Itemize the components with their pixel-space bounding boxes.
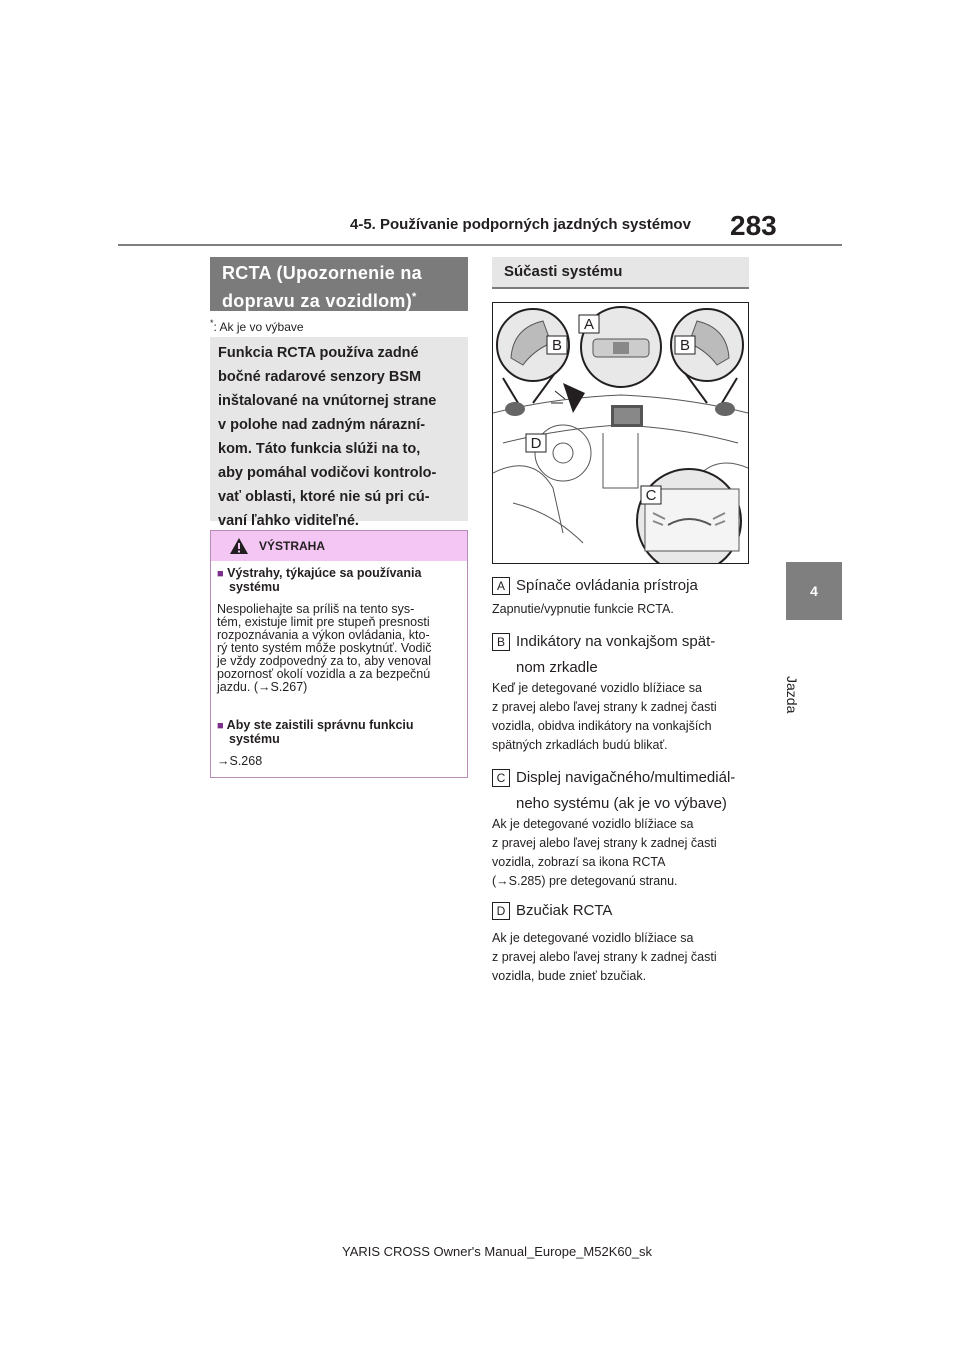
component-b-title: B Indikátory na vonkajšom spät- nom zrkadle <box>492 629 715 681</box>
warning-header <box>211 531 467 561</box>
figure-label-b-left: B <box>551 337 563 354</box>
warning-box <box>210 530 468 778</box>
warning-item1-text: Nespoliehajte sa príliš na tento sys- tém, existuje limit pre stupeň presnosti rozpoznávania a výkon ovládania, kto- rý tento systém môže poskytnúť. Vodič je vždy zodpovedný za to, aby venoval pozornosť okolí vozidla a za bezpečnú jazdu. (→S.267) <box>217 602 432 694</box>
left-mirror-detail <box>497 309 569 416</box>
footnote-mark: * <box>210 318 214 328</box>
intro-line: bočné radarové senzory BSM <box>218 369 422 385</box>
intro-line: Funkcia RCTA používa zadné <box>218 345 419 361</box>
component-d-desc: Ak je detegované vozidlo blížiace sa z pravej alebo ľavej strany k zadnej časti vozidla, bude znieť bzučiak. <box>492 931 717 983</box>
switch-panel-detail <box>551 307 661 413</box>
header-rule <box>118 244 842 246</box>
rcta-title-line2: dopravu za vozidlom)* <box>222 291 417 311</box>
warning-triangle-icon <box>229 537 249 555</box>
intro-line: kom. Táto funkcia slúži na to, <box>218 441 421 457</box>
letter-d-badge: D <box>492 902 510 920</box>
warning-title: VÝSTRAHA <box>259 539 326 553</box>
chapter-number-tab: 4 <box>786 562 842 620</box>
availability-footnote <box>210 318 304 334</box>
intro-box <box>210 337 468 529</box>
footnote-text: : Ak je vo výbave <box>213 320 304 334</box>
intro-line: aby pomáhal vodičovi kontrolo- <box>218 465 437 481</box>
asterisk-mark: * <box>412 291 417 303</box>
intro-line: inštalované na vnútornej strane <box>218 393 437 409</box>
component-b-desc: Keď je detegované vozidlo blížiace sa z pravej alebo ľavej strany k zadnej časti vozidla, obidva indikátory na vonkajších spätných zrkadlách budú blikať. <box>492 681 717 752</box>
intro-line: vaní ľahko viditeľné. <box>218 513 359 529</box>
warning-item2-title: ■ Aby ste zaistili správnu funkciu systému <box>217 718 414 746</box>
running-header-title: 4-5. Používanie podporných jazdných systémov <box>350 216 691 233</box>
page-number: 283 <box>730 210 777 241</box>
letter-c-badge: C <box>492 769 510 787</box>
rcta-section-title <box>210 257 468 311</box>
rcta-title-line1: RCTA (Upozornenie na <box>222 263 422 283</box>
bullet-square-icon: ■ <box>217 720 224 732</box>
component-c-desc: Ak je detegované vozidlo blížiace sa z pravej alebo ľavej strany k zadnej časti vozidla, zobrazí sa ikona RCTA (→S.285) pre detegovanú stranu. <box>492 817 717 888</box>
figure-label-a: A <box>583 316 595 333</box>
display-detail <box>637 469 741 563</box>
bullet-square-icon: ■ <box>217 568 224 580</box>
footer-manual-id: YARIS CROSS Owner's Manual_Europe_M52K60_sk <box>342 1244 653 1259</box>
system-components-title: Súčasti systému <box>492 257 749 289</box>
dashboard-illustration <box>492 302 749 564</box>
figure-label-c: C <box>645 487 657 504</box>
component-d-title: D Bzučiak RCTA <box>492 898 612 924</box>
figure-label-d: D <box>530 435 542 452</box>
letter-a-badge: A <box>492 577 510 595</box>
warning-item2-ref: →S.268 <box>217 754 263 768</box>
chapter-name-label: Jazda <box>784 676 800 714</box>
chapter-name <box>784 630 830 714</box>
letter-b-badge: B <box>492 633 510 651</box>
component-a-title: A Spínače ovládania prístroja <box>492 573 698 599</box>
dashboard-drawing <box>493 303 748 563</box>
intro-line: v polohe nad zadným nárazní- <box>218 417 426 433</box>
component-a-desc: Zapnutie/vypnutie funkcie RCTA. <box>492 602 674 616</box>
component-c-title: C Displej navigačného/multimediál- neho systému (ak je vo výbave) <box>492 765 735 817</box>
warning-item1-title: ■ Výstrahy, týkajúce sa používania systému <box>217 566 422 594</box>
intro-line: vať oblasti, ktoré nie sú pri cú- <box>218 489 430 505</box>
figure-label-b-right: B <box>679 337 691 354</box>
